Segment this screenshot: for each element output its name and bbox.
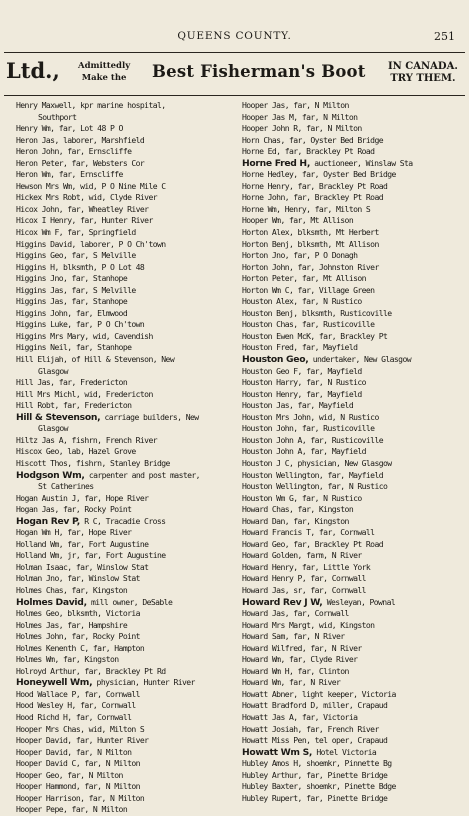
directory-entry <box>16 747 242 759</box>
ad-headline: Best Fisherman's Boot <box>152 62 366 81</box>
entry-name: Higgins Jas, far, Stanhope <box>16 296 128 307</box>
entry-name: Horton Alex, blksmth, Mt Herbert <box>242 227 379 238</box>
directory-entry <box>16 146 242 158</box>
entry-name: Howard Wm, far, N River <box>242 677 341 688</box>
entry-name: Houston Chas, far, Rusticoville <box>242 319 375 330</box>
directory-entry <box>16 516 242 528</box>
entry-name: Hill Elijah, of Hill & Stevenson, New <box>16 354 175 365</box>
entry-name: Holland Wm, jr, far, Fort Augustine <box>16 550 166 561</box>
entry-name: Glasgow <box>38 423 68 434</box>
entry-name: Hiscott Thos, fishrn, Stanley Bridge <box>16 457 170 468</box>
entry-name: Hicox I Henry, far, Hunter River <box>16 215 153 226</box>
entry-name: Horne Wm, Henry, far, Milton S <box>242 203 371 214</box>
entry-name: Hooper David C, far, N Milton <box>16 758 140 769</box>
directory-entry <box>242 677 468 689</box>
directory-entry <box>16 135 242 147</box>
entry-name: Higgins David, laborer, P O Ch'town <box>16 238 166 249</box>
entry-name: Hodgson Wm, <box>16 469 85 481</box>
entry-name: Houston Mrs John, wid, N Rustico <box>242 411 379 422</box>
entry-name: Holmes John, far, Rocky Point <box>16 631 140 642</box>
directory-entry <box>16 504 242 516</box>
directory-entry <box>242 608 468 620</box>
directory-entry <box>16 331 242 343</box>
entry-name: Hickex Mrs Robt, wid, Clyde River <box>16 192 158 203</box>
entry-name: Hooper Geo, far, N Milton <box>16 769 123 780</box>
entry-name: Houston Geo F, far, Mayfield <box>242 365 362 376</box>
entry-name: Houston Jas, far, Mayfield <box>242 400 354 411</box>
directory-entry <box>16 550 242 562</box>
directory-entry <box>242 781 468 793</box>
entry-name: Howard Sam, far, N River <box>242 631 345 642</box>
advertisement-banner <box>4 52 465 96</box>
entry-detail: Hotel Victoria <box>312 746 377 757</box>
entry-name: Horne Hedley, far, Oyster Bed Bridge <box>242 169 396 180</box>
entry-name: Henry Wm, far, Lot 48 P O <box>16 123 123 134</box>
directory-entry <box>242 666 468 678</box>
entry-name: Howard Jas, far, Cornwall <box>242 608 349 619</box>
entry-name: Hiscox Geo, lab, Hazel Grove <box>16 446 136 457</box>
directory-entry <box>16 562 242 574</box>
entry-name: Howard Geo, far, Brackley Pt Road <box>242 538 384 549</box>
entry-name: Horne Fred H, <box>242 157 311 169</box>
entry-name: Hogan Rev P, <box>16 515 80 527</box>
directory-entry <box>242 158 468 170</box>
directory-entry <box>16 781 242 793</box>
entry-name: Houston Wm G, far, N Rustico <box>242 492 362 503</box>
entry-name: Heron Jas, laborer, Marshfield <box>16 134 145 145</box>
directory-entry <box>16 227 242 239</box>
entry-name: Houston Benj, blksmth, Rusticoville <box>242 307 392 318</box>
ad-tagline-line2: TRY THEM. <box>390 73 456 84</box>
directory-entry <box>16 100 242 112</box>
entry-name: Higgins Luke, far, P O Ch'town <box>16 319 145 330</box>
entry-name: Holman Isaac, far, Winslow Stat <box>16 561 149 572</box>
entry-name: Hewson Mrs Wm, wid, P O Nine Mile C <box>16 180 166 191</box>
directory-entry <box>16 724 242 736</box>
directory-entry <box>242 354 468 366</box>
directory-entry <box>16 573 242 585</box>
entry-name: Howard Jas, sr, far, Cornwall <box>242 584 366 595</box>
directory-entry <box>242 366 468 378</box>
directory-entry <box>16 123 242 135</box>
entry-name: Horne Henry, far, Brackley Pt Road <box>242 180 388 191</box>
directory-entry <box>242 643 468 655</box>
ad-tagline-line1: IN CANADA. <box>388 61 458 72</box>
entry-name: Henry Maxwell, kpr marine hospital, <box>16 100 166 110</box>
directory-entry <box>242 504 468 516</box>
directory-entry <box>16 470 242 482</box>
directory-entry <box>16 273 242 285</box>
directory-entry <box>242 527 468 539</box>
directory-entry <box>16 666 242 678</box>
directory-entry <box>242 550 468 562</box>
entry-name: Hooper David, far, Hunter River <box>16 735 149 746</box>
entry-detail: R C, Tracadie Cross <box>79 515 166 526</box>
entry-name: St Catherines <box>38 481 94 492</box>
entry-name: Heron Wm, far, Ernscliffe <box>16 169 123 180</box>
entry-name: Hogan Jas, far, Rocky Point <box>16 504 132 515</box>
entry-name: Hogan Austin J, far, Hope River <box>16 492 149 503</box>
running-head: QUEENS COUNTY. <box>177 30 292 42</box>
directory-entry <box>16 366 242 378</box>
entry-name: Hooper Hammond, far, N Milton <box>16 781 140 792</box>
entry-name: Howatt Josiah, far, French River <box>242 723 379 734</box>
entry-name: Houston Alex, far, N Rustico <box>242 296 362 307</box>
entry-name: Howard Wilfred, far, N River <box>242 642 362 653</box>
entry-name: Hood Wallace P, far, Cornwall <box>16 688 140 699</box>
entry-name: Howard Chas, far, Kingston <box>242 504 354 515</box>
directory-entry <box>16 804 242 816</box>
directory-entry <box>242 689 468 701</box>
directory-entry <box>16 585 242 597</box>
directory-entry <box>242 123 468 135</box>
entry-name: Holmes Geo, blksmth, Victoria <box>16 608 140 619</box>
entry-name: Howard Francis T, far, Cornwall <box>242 527 375 538</box>
directory-entry <box>16 319 242 331</box>
directory-entry <box>16 296 242 308</box>
directory-entry <box>242 458 468 470</box>
ad-subtext <box>78 60 130 84</box>
directory-entry <box>242 758 468 770</box>
entry-name: Hill & Stevenson, <box>16 411 101 423</box>
directory-entry <box>242 423 468 435</box>
directory-entry <box>16 204 242 216</box>
entry-name: Hooper Mrs Chas, wid, Milton S <box>16 723 145 734</box>
directory-entry <box>242 285 468 297</box>
directory-entry <box>16 597 242 609</box>
entry-name: Hubley Rupert, far, Pinette Bridge <box>242 792 388 803</box>
entry-name: Howard Dan, far, Kingston <box>242 515 349 526</box>
entry-name: Higgins Jas, far, S Melville <box>16 284 136 295</box>
entry-name: Higgins Geo, far, S Melville <box>16 250 136 261</box>
directory-entry <box>242 412 468 424</box>
directory-entry <box>16 112 242 124</box>
entry-name: Houston John A, far, Rusticoville <box>242 434 384 445</box>
entry-detail: physician, Hunter River <box>92 677 195 688</box>
entry-name: Higgins Mrs Mary, wid, Cavendish <box>16 330 153 341</box>
directory-entry <box>242 215 468 227</box>
directory-entry <box>16 400 242 412</box>
directory-entry <box>242 262 468 274</box>
entry-name: Holmes Chas, far, Kingston <box>16 584 128 595</box>
entry-name: Houston Harry, far, N Rustico <box>242 377 366 388</box>
entry-name: Houston Henry, far, Mayfield <box>242 388 362 399</box>
directory-entry <box>242 620 468 632</box>
entry-name: Horton Benj, blksmth, Mt Allison <box>242 238 379 249</box>
directory-entry <box>16 527 242 539</box>
entry-name: Houston Wellington, far, N Rustico <box>242 481 388 492</box>
entry-name: Holmes Kenenth C, far, Hampton <box>16 642 145 653</box>
directory-column-left <box>16 100 242 816</box>
entry-name: Houston Fred, far, Mayfield <box>242 342 358 353</box>
directory-entry <box>242 400 468 412</box>
directory-column-right <box>242 100 468 804</box>
entry-name: Heron Peter, far, Websters Cor <box>16 157 145 168</box>
directory-entry <box>16 631 242 643</box>
entry-name: Howatt Abner, light keeper, Victoria <box>242 688 396 699</box>
directory-entry <box>16 793 242 805</box>
entry-name: Howard Henry, far, Little York <box>242 561 371 572</box>
entry-name: Higgins Neil, far, Stanhope <box>16 342 132 353</box>
directory-entry <box>16 169 242 181</box>
directory-entry <box>242 273 468 285</box>
directory-entry <box>242 747 468 759</box>
entry-name: Southport <box>38 111 77 122</box>
entry-name: Hogan Wm H, far, Hope River <box>16 527 132 538</box>
entry-name: Hooper David, far, N Milton <box>16 746 132 757</box>
entry-detail: auctioneer, Winslaw Sta <box>310 157 413 168</box>
directory-entry <box>16 412 242 424</box>
directory-entry <box>16 308 242 320</box>
entry-name: Houston John A, far, Mayfield <box>242 446 366 457</box>
entry-name: Horne Ed, far, Brackley Pt Road <box>242 146 375 157</box>
directory-entry <box>16 423 242 435</box>
entry-name: Horton John, far, Johnston River <box>242 261 379 272</box>
entry-name: Heron John, far, Ernscliffe <box>16 146 132 157</box>
directory-entry <box>242 296 468 308</box>
directory-entry <box>242 539 468 551</box>
directory-entry <box>242 100 468 112</box>
directory-entry <box>16 389 242 401</box>
directory-entry <box>16 677 242 689</box>
entry-name: Horn Chas, far, Oyster Bed Bridge <box>242 134 384 145</box>
entry-detail: undertaker, New Glasgow <box>308 354 411 365</box>
directory-entry <box>242 770 468 782</box>
entry-name: Howatt Miss Pen, tel oper, Crapaud <box>242 735 388 746</box>
directory-entry <box>242 470 468 482</box>
entry-name: Hiltz Jas A, fishrn, French River <box>16 434 158 445</box>
entry-name: Howard Wm H, far, Clinton <box>242 665 349 676</box>
entry-name: Hubley Amos H, shoemkr, Pinnette Bg <box>242 758 392 769</box>
entry-detail: Wesleyan, Pownal <box>322 596 396 607</box>
entry-name: Horton Peter, far, Mt Allison <box>242 273 366 284</box>
directory-entry <box>16 643 242 655</box>
entry-name: Hooper John R, far, N Milton <box>242 123 362 134</box>
entry-name: Hooper Pepe, far, N Milton <box>16 804 128 815</box>
entry-name: Houston Ewen McK, far, Brackley Pt <box>242 330 388 341</box>
directory-entry <box>242 516 468 528</box>
directory-entry <box>16 342 242 354</box>
entry-name: Hubley Baxter, shoemkr, Pinette Bdge <box>242 781 396 792</box>
entry-name: Holman Jno, far, Winslow Stat <box>16 573 140 584</box>
directory-entry <box>16 620 242 632</box>
entry-name: Horton Jno, far, P O Donagh <box>242 250 358 261</box>
directory-entry <box>16 285 242 297</box>
entry-name: Hood Richd H, far, Cornwall <box>16 711 132 722</box>
directory-entry <box>242 654 468 666</box>
directory-entry <box>16 192 242 204</box>
directory-entry <box>242 446 468 458</box>
directory-entry <box>242 169 468 181</box>
entry-name: Holmes David, <box>16 596 87 608</box>
directory-entry <box>16 262 242 274</box>
entry-name: Honeywell Wm, <box>16 677 93 689</box>
entry-name: Hill Mrs Michl, wid, Fredericton <box>16 388 153 399</box>
entry-name: Holroyd Arthur, far, Brackley Pt Rd <box>16 665 166 676</box>
directory-entry <box>242 192 468 204</box>
entry-name: Horne John, far, Brackley Pt Road <box>242 192 384 203</box>
directory-entry <box>242 377 468 389</box>
directory-entry <box>242 319 468 331</box>
entry-detail: mill owner, DeSable <box>86 596 173 607</box>
directory-entry <box>242 239 468 251</box>
entry-name: Howatt Wm S, <box>242 746 313 758</box>
entry-name: Horton Wm C, far, Village Green <box>242 284 375 295</box>
directory-entry <box>16 654 242 666</box>
entry-name: Glasgow <box>38 365 68 376</box>
ad-subtext-line1: Admittedly <box>78 61 131 71</box>
entry-name: Holmes Wm, far, Kingston <box>16 654 119 665</box>
entry-name: Howatt Bradford D, miller, Crapaud <box>242 700 388 711</box>
directory-entry <box>242 435 468 447</box>
directory-entry <box>16 215 242 227</box>
directory-entry <box>16 158 242 170</box>
directory-entry <box>16 458 242 470</box>
entry-name: Hicox Wm F, far, Springfield <box>16 227 136 238</box>
directory-entry <box>16 239 242 251</box>
entry-name: Holmes Jas, far, Hampshire <box>16 619 128 630</box>
entry-name: Hooper Jas M, far, N Milton <box>242 111 358 122</box>
directory-entry <box>16 735 242 747</box>
directory-entry <box>242 135 468 147</box>
directory-entry <box>242 793 468 805</box>
directory-entry <box>242 712 468 724</box>
entry-name: Houston John, far, Rusticoville <box>242 423 375 434</box>
directory-entry <box>242 562 468 574</box>
directory-entry <box>16 181 242 193</box>
page-number: 251 <box>434 30 455 43</box>
entry-detail: carpenter and post master, <box>84 469 200 480</box>
entry-name: Hill Jas, far, Fredericton <box>16 377 128 388</box>
entry-name: Howard Mrs Margt, wid, Kingston <box>242 619 375 630</box>
directory-entry <box>242 181 468 193</box>
directory-entry <box>16 481 242 493</box>
directory-entry <box>16 377 242 389</box>
entry-name: Higgins Jno, far, Stanhope <box>16 273 128 284</box>
entry-name: Higgins John, far, Elmwood <box>16 307 128 318</box>
directory-entry <box>242 585 468 597</box>
directory-entry <box>242 146 468 158</box>
directory-entry <box>242 700 468 712</box>
entry-name: Hood Wesley H, far, Cornwall <box>16 700 136 711</box>
directory-entry <box>16 493 242 505</box>
entry-name: Houston J C, physician, New Glasgow <box>242 457 392 468</box>
entry-name: Houston Geo, <box>242 354 309 366</box>
directory-entry <box>242 227 468 239</box>
ad-tagline <box>388 61 458 85</box>
directory-entry <box>242 481 468 493</box>
directory-entry <box>242 204 468 216</box>
directory-entry <box>242 308 468 320</box>
directory-entry <box>242 331 468 343</box>
directory-entry <box>16 608 242 620</box>
entry-name: Howard Rev J W, <box>242 596 323 608</box>
directory-entry <box>16 758 242 770</box>
entry-name: Higgins H, blksmth, P O Lot 48 <box>16 261 145 272</box>
page-header <box>0 30 469 46</box>
entry-name: Howard Golden, farm, N River <box>242 550 362 561</box>
entry-name: Hooper Harrison, far, N Milton <box>16 792 145 803</box>
directory-entry <box>16 250 242 262</box>
entry-name: Holland Wm, far, Fort Augustine <box>16 538 149 549</box>
directory-entry <box>16 446 242 458</box>
ad-ltd: Ltd., <box>6 58 60 83</box>
entry-name: Hooper Jas, far, N Milton <box>242 100 349 110</box>
directory-entry <box>242 735 468 747</box>
directory-entry <box>242 597 468 609</box>
entry-name: Hill Robt, far, Fredericton <box>16 400 132 411</box>
directory-entry <box>16 770 242 782</box>
directory-entry <box>242 112 468 124</box>
directory-entry <box>242 342 468 354</box>
directory-entry <box>16 435 242 447</box>
directory-entry <box>242 724 468 736</box>
entry-name: Howard Henry P, far, Cornwall <box>242 573 366 584</box>
directory-entry <box>16 700 242 712</box>
directory-entry <box>242 573 468 585</box>
ad-subtext-line2: Make the <box>81 73 127 83</box>
entry-name: Hicox John, far, Wheatley River <box>16 203 149 214</box>
directory-entry <box>242 631 468 643</box>
directory-entry <box>16 539 242 551</box>
directory-entry <box>242 250 468 262</box>
directory-entry <box>16 354 242 366</box>
directory-entry <box>242 389 468 401</box>
entry-detail: carriage builders, New <box>100 411 199 422</box>
entry-name: Howard Wm, far, Clyde River <box>242 654 358 665</box>
entry-name: Howatt Jas A, far, Victoria <box>242 711 358 722</box>
entry-name: Hubley Arthur, far, Pinette Bridge <box>242 769 388 780</box>
directory-entry <box>242 493 468 505</box>
directory-entry <box>16 712 242 724</box>
directory-entry <box>16 689 242 701</box>
entry-name: Hooper Wm, far, Mt Allison <box>242 215 354 226</box>
entry-name: Houston Wellington, far, Mayfield <box>242 469 384 480</box>
